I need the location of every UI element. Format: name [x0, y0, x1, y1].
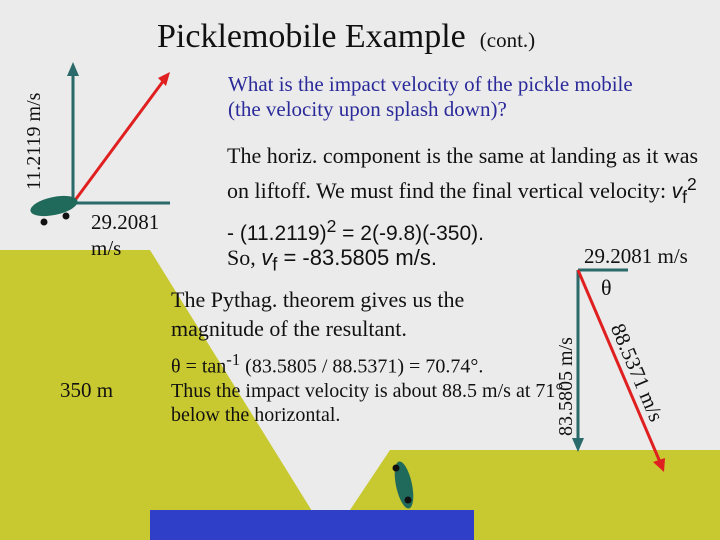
horiz-equation: $v_f^2 - (11.2119)^2 = 2(-9.8)(-350)$. [227, 174, 697, 246]
theta-symbol: θ [601, 275, 612, 300]
picklemobile-car [29, 192, 80, 225]
slide-title [157, 18, 535, 56]
resultant-velocity-label: 88.5371 m/s [605, 320, 669, 425]
launch-horizontal-label: 29.2081 m/s [91, 210, 160, 260]
title-text: Picklemobile Example [157, 18, 466, 55]
horiz-text: The horiz. component is the same at landing as it was on liftoff. We must find the final vertical velocity: [227, 143, 699, 203]
impact-conclusion: Thus the impact velocity is about 88.5 m/s at 71° below the horizontal. [171, 379, 564, 426]
cliff-height-label: 350 m [60, 378, 114, 402]
title-suffix: (cont.) [479, 28, 536, 52]
question-text: What is the impact velocity of the pickle mobile (the velocity upon splash down)? [228, 72, 633, 121]
so-equation: $v_f = -83.5805$ m/s. [261, 245, 437, 275]
so-text: So, [227, 245, 262, 270]
horizontal-component-text [227, 141, 707, 248]
vertical-arrowhead [67, 62, 79, 76]
final-vertical-label: 83.5805 m/s [555, 337, 577, 436]
final-horizontal-label: 29.2081 m/s [584, 244, 688, 268]
launch-velocity-arrow [73, 80, 164, 203]
pythagoras-text: The Pythag. theorem gives us the magnitude of the resultant. [171, 287, 465, 341]
final-vertical-arrowhead [572, 438, 584, 452]
angle-text [171, 348, 571, 427]
final-velocity-text [227, 245, 437, 275]
theta-equation: $\theta = \tan^{-1} (83.5805 / 88.5371) = 70.74^\circ$. [171, 350, 484, 378]
vertical-velocity-label: 11.2119 m/s [23, 92, 45, 190]
water [150, 510, 474, 540]
